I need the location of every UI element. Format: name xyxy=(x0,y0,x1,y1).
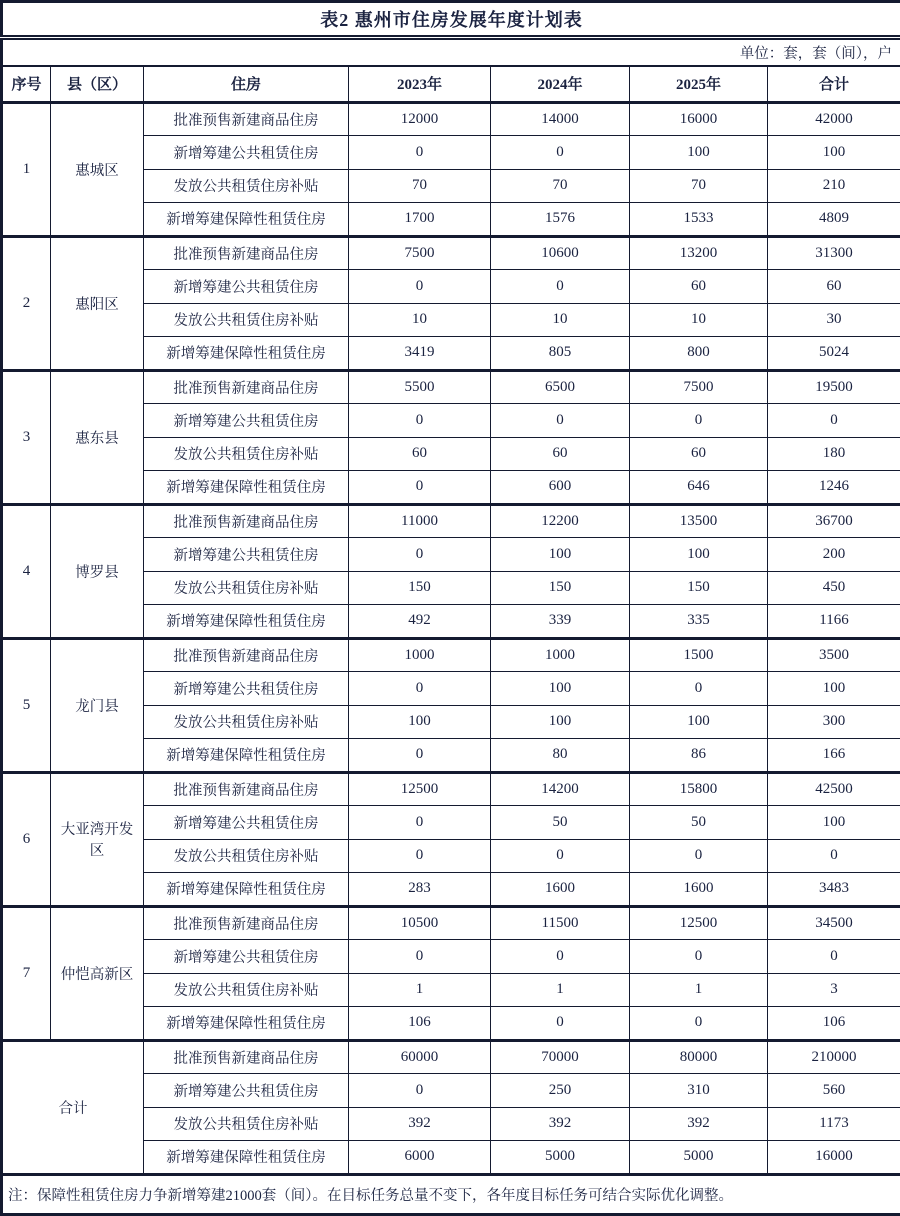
value-cell: 0 xyxy=(349,672,491,706)
value-cell: 6500 xyxy=(491,370,630,404)
value-cell: 10 xyxy=(349,303,491,337)
row-label-cell: 批准预售新建商品住房 xyxy=(144,906,349,940)
value-cell: 1576 xyxy=(491,203,630,237)
row-label-cell: 发放公共租赁住房补贴 xyxy=(144,571,349,605)
row-label-cell: 批准预售新建商品住房 xyxy=(144,236,349,270)
value-cell: 12500 xyxy=(630,906,768,940)
value-cell: 19500 xyxy=(768,370,900,404)
value-cell: 70 xyxy=(349,169,491,203)
value-cell: 0 xyxy=(768,839,900,873)
unit-row xyxy=(2,38,900,67)
value-cell: 11500 xyxy=(491,906,630,940)
district-cell: 大亚湾开发区 xyxy=(51,772,144,906)
value-cell: 1533 xyxy=(630,203,768,237)
value-cell: 150 xyxy=(491,571,630,605)
value-cell: 50 xyxy=(630,806,768,840)
value-cell: 4809 xyxy=(768,203,900,237)
value-cell: 70 xyxy=(491,169,630,203)
value-cell: 1 xyxy=(349,973,491,1007)
row-label-cell: 新增筹建公共租赁住房 xyxy=(144,136,349,170)
row-label-cell: 批准预售新建商品住房 xyxy=(144,1040,349,1074)
value-cell: 5024 xyxy=(768,337,900,371)
value-cell: 12000 xyxy=(349,102,491,136)
row-label-cell: 发放公共租赁住房补贴 xyxy=(144,437,349,471)
value-cell: 10600 xyxy=(491,236,630,270)
value-cell: 150 xyxy=(349,571,491,605)
value-cell: 100 xyxy=(768,136,900,170)
district-cell: 龙门县 xyxy=(51,638,144,772)
value-cell: 42500 xyxy=(768,772,900,806)
district-cell: 惠阳区 xyxy=(51,236,144,370)
value-cell: 0 xyxy=(349,538,491,572)
col-header-2023: 2023年 xyxy=(349,66,491,102)
row-label-cell: 新增筹建保障性租赁住房 xyxy=(144,739,349,773)
value-cell: 100 xyxy=(491,538,630,572)
value-cell: 36700 xyxy=(768,504,900,538)
row-label-cell: 新增筹建公共租赁住房 xyxy=(144,940,349,974)
row-label-cell: 批准预售新建商品住房 xyxy=(144,638,349,672)
row-label-cell: 批准预售新建商品住房 xyxy=(144,772,349,806)
value-cell: 250 xyxy=(491,1074,630,1108)
value-cell: 12200 xyxy=(491,504,630,538)
value-cell: 5500 xyxy=(349,370,491,404)
row-label-cell: 新增筹建公共租赁住房 xyxy=(144,404,349,438)
value-cell: 100 xyxy=(491,705,630,739)
value-cell: 0 xyxy=(491,940,630,974)
value-cell: 492 xyxy=(349,605,491,639)
value-cell: 1000 xyxy=(491,638,630,672)
value-cell: 106 xyxy=(349,1007,491,1041)
value-cell: 0 xyxy=(491,404,630,438)
value-cell: 0 xyxy=(491,270,630,304)
value-cell: 0 xyxy=(630,839,768,873)
col-header-serial: 序号 xyxy=(2,66,51,102)
value-cell: 10 xyxy=(630,303,768,337)
serial-cell: 4 xyxy=(2,504,51,638)
value-cell: 7500 xyxy=(349,236,491,270)
value-cell: 1600 xyxy=(630,873,768,907)
table-row xyxy=(2,370,900,404)
value-cell: 1 xyxy=(630,973,768,1007)
row-label-cell: 发放公共租赁住房补贴 xyxy=(144,1107,349,1141)
value-cell: 0 xyxy=(491,136,630,170)
value-cell: 0 xyxy=(630,940,768,974)
value-cell: 16000 xyxy=(768,1141,900,1175)
value-cell: 100 xyxy=(630,538,768,572)
value-cell: 50 xyxy=(491,806,630,840)
value-cell: 0 xyxy=(630,404,768,438)
table-row xyxy=(2,504,900,538)
value-cell: 1600 xyxy=(491,873,630,907)
serial-cell: 6 xyxy=(2,772,51,906)
value-cell: 80 xyxy=(491,739,630,773)
value-cell: 5000 xyxy=(491,1141,630,1175)
row-label-cell: 发放公共租赁住房补贴 xyxy=(144,973,349,1007)
value-cell: 0 xyxy=(349,806,491,840)
value-cell: 3483 xyxy=(768,873,900,907)
row-label-cell: 批准预售新建商品住房 xyxy=(144,370,349,404)
value-cell: 0 xyxy=(349,471,491,505)
header-row xyxy=(2,66,900,102)
value-cell: 800 xyxy=(630,337,768,371)
col-header-2024: 2024年 xyxy=(491,66,630,102)
col-header-total: 合计 xyxy=(768,66,900,102)
row-label-cell: 发放公共租赁住房补贴 xyxy=(144,839,349,873)
row-label-cell: 新增筹建保障性租赁住房 xyxy=(144,471,349,505)
value-cell: 210 xyxy=(768,169,900,203)
value-cell: 100 xyxy=(768,806,900,840)
value-cell: 12500 xyxy=(349,772,491,806)
district-cell: 仲恺高新区 xyxy=(51,906,144,1040)
value-cell: 106 xyxy=(768,1007,900,1041)
value-cell: 0 xyxy=(630,1007,768,1041)
row-label-cell: 新增筹建公共租赁住房 xyxy=(144,270,349,304)
value-cell: 100 xyxy=(349,705,491,739)
value-cell: 7500 xyxy=(630,370,768,404)
value-cell: 34500 xyxy=(768,906,900,940)
value-cell: 6000 xyxy=(349,1141,491,1175)
value-cell: 15800 xyxy=(630,772,768,806)
value-cell: 0 xyxy=(349,404,491,438)
value-cell: 0 xyxy=(349,1074,491,1108)
value-cell: 1173 xyxy=(768,1107,900,1141)
value-cell: 16000 xyxy=(630,102,768,136)
serial-cell: 1 xyxy=(2,102,51,236)
row-label-cell: 新增筹建保障性租赁住房 xyxy=(144,605,349,639)
value-cell: 80000 xyxy=(630,1040,768,1074)
value-cell: 10 xyxy=(491,303,630,337)
value-cell: 3 xyxy=(768,973,900,1007)
value-cell: 14000 xyxy=(491,102,630,136)
value-cell: 200 xyxy=(768,538,900,572)
value-cell: 646 xyxy=(630,471,768,505)
value-cell: 0 xyxy=(491,839,630,873)
value-cell: 0 xyxy=(630,672,768,706)
row-label-cell: 新增筹建保障性租赁住房 xyxy=(144,1007,349,1041)
value-cell: 100 xyxy=(491,672,630,706)
value-cell: 560 xyxy=(768,1074,900,1108)
row-label-cell: 新增筹建保障性租赁住房 xyxy=(144,873,349,907)
district-cell: 惠东县 xyxy=(51,370,144,504)
table-row xyxy=(2,236,900,270)
table-row xyxy=(2,906,900,940)
value-cell: 70 xyxy=(630,169,768,203)
value-cell: 100 xyxy=(630,136,768,170)
table-row xyxy=(2,772,900,806)
row-label-cell: 发放公共租赁住房补贴 xyxy=(144,303,349,337)
district-cell: 博罗县 xyxy=(51,504,144,638)
row-label-cell: 新增筹建公共租赁住房 xyxy=(144,672,349,706)
district-cell: 惠城区 xyxy=(51,102,144,236)
value-cell: 180 xyxy=(768,437,900,471)
table-row xyxy=(2,1040,900,1074)
value-cell: 392 xyxy=(491,1107,630,1141)
value-cell: 0 xyxy=(349,839,491,873)
serial-cell: 3 xyxy=(2,370,51,504)
serial-cell: 5 xyxy=(2,638,51,772)
value-cell: 1166 xyxy=(768,605,900,639)
value-cell: 0 xyxy=(349,136,491,170)
row-label-cell: 批准预售新建商品住房 xyxy=(144,102,349,136)
value-cell: 60 xyxy=(630,270,768,304)
value-cell: 60 xyxy=(491,437,630,471)
value-cell: 10500 xyxy=(349,906,491,940)
row-label-cell: 新增筹建公共租赁住房 xyxy=(144,806,349,840)
value-cell: 86 xyxy=(630,739,768,773)
col-header-district: 县（区） xyxy=(51,66,144,102)
value-cell: 805 xyxy=(491,337,630,371)
value-cell: 60 xyxy=(630,437,768,471)
value-cell: 3419 xyxy=(349,337,491,371)
value-cell: 335 xyxy=(630,605,768,639)
value-cell: 0 xyxy=(768,940,900,974)
value-cell: 60 xyxy=(768,270,900,304)
value-cell: 450 xyxy=(768,571,900,605)
value-cell: 70000 xyxy=(491,1040,630,1074)
value-cell: 13500 xyxy=(630,504,768,538)
value-cell: 11000 xyxy=(349,504,491,538)
value-cell: 0 xyxy=(349,739,491,773)
total-label-cell: 合计 xyxy=(2,1040,144,1174)
value-cell: 0 xyxy=(349,940,491,974)
row-label-cell: 新增筹建公共租赁住房 xyxy=(144,538,349,572)
serial-cell: 7 xyxy=(2,906,51,1040)
value-cell: 0 xyxy=(349,270,491,304)
title-row xyxy=(2,2,900,38)
value-cell: 42000 xyxy=(768,102,900,136)
col-header-housing: 住房 xyxy=(144,66,349,102)
table-body xyxy=(2,102,900,1174)
row-label-cell: 新增筹建保障性租赁住房 xyxy=(144,203,349,237)
table-row xyxy=(2,102,900,136)
row-label-cell: 新增筹建保障性租赁住房 xyxy=(144,1141,349,1175)
value-cell: 3500 xyxy=(768,638,900,672)
value-cell: 100 xyxy=(768,672,900,706)
value-cell: 210000 xyxy=(768,1040,900,1074)
value-cell: 1 xyxy=(491,973,630,1007)
col-header-2025: 2025年 xyxy=(630,66,768,102)
value-cell: 14200 xyxy=(491,772,630,806)
value-cell: 0 xyxy=(491,1007,630,1041)
value-cell: 13200 xyxy=(630,236,768,270)
value-cell: 1500 xyxy=(630,638,768,672)
unit-label: 单位：套，套（间），户 xyxy=(2,38,900,67)
value-cell: 339 xyxy=(491,605,630,639)
value-cell: 1000 xyxy=(349,638,491,672)
value-cell: 5000 xyxy=(630,1141,768,1175)
value-cell: 30 xyxy=(768,303,900,337)
value-cell: 60000 xyxy=(349,1040,491,1074)
row-label-cell: 新增筹建保障性租赁住房 xyxy=(144,337,349,371)
value-cell: 283 xyxy=(349,873,491,907)
footnote-row xyxy=(2,1174,900,1214)
row-label-cell: 新增筹建公共租赁住房 xyxy=(144,1074,349,1108)
value-cell: 1700 xyxy=(349,203,491,237)
value-cell: 600 xyxy=(491,471,630,505)
value-cell: 300 xyxy=(768,705,900,739)
value-cell: 392 xyxy=(349,1107,491,1141)
value-cell: 1246 xyxy=(768,471,900,505)
serial-cell: 2 xyxy=(2,236,51,370)
footnote-text: 注：保障性租赁住房力争新增筹建21000套（间）。在目标任务总量不变下，各年度目标任务可结合实际优化调整。 xyxy=(2,1174,900,1214)
value-cell: 392 xyxy=(630,1107,768,1141)
value-cell: 150 xyxy=(630,571,768,605)
table-row xyxy=(2,638,900,672)
value-cell: 31300 xyxy=(768,236,900,270)
value-cell: 100 xyxy=(630,705,768,739)
value-cell: 310 xyxy=(630,1074,768,1108)
value-cell: 0 xyxy=(768,404,900,438)
row-label-cell: 批准预售新建商品住房 xyxy=(144,504,349,538)
value-cell: 60 xyxy=(349,437,491,471)
row-label-cell: 发放公共租赁住房补贴 xyxy=(144,705,349,739)
value-cell: 166 xyxy=(768,739,900,773)
row-label-cell: 发放公共租赁住房补贴 xyxy=(144,169,349,203)
table-title: 表2 惠州市住房发展年度计划表 xyxy=(2,2,900,38)
